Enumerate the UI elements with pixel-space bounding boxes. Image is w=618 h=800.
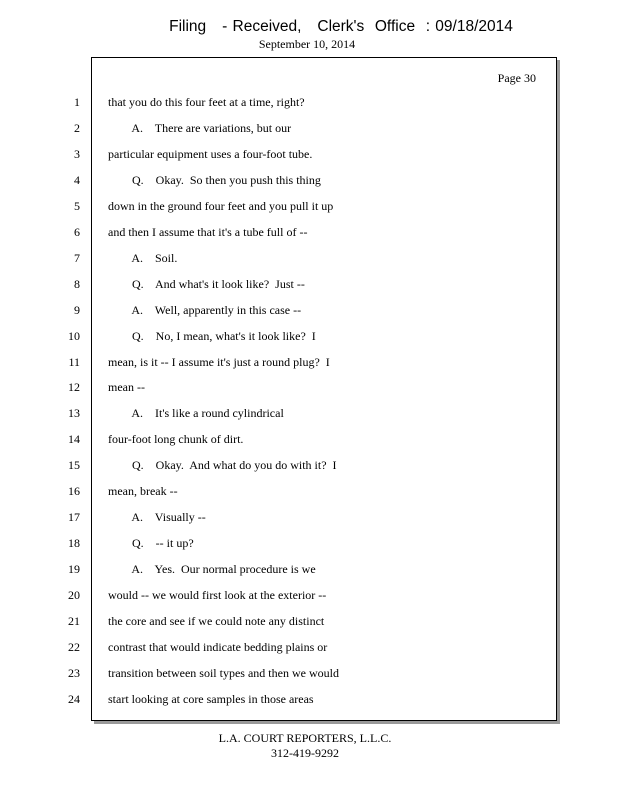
transcript-line-text: A. Visually -- — [108, 510, 206, 525]
transcript-line-text: and then I assume that it's a tube full of -- — [108, 224, 308, 239]
transcript-line-text: Q. Okay. And what do you do with it? I — [108, 458, 337, 473]
filing-stamp-header: Filing - Received, Clerk's Office : 09/18/2014 — [169, 18, 513, 35]
line-number: 8 — [74, 276, 80, 291]
court-reporter-phone: 312-419-9292 — [271, 746, 339, 760]
page-number: Page 30 — [497, 71, 536, 85]
line-number: 18 — [68, 536, 80, 551]
transcript-line-text: A. Soil. — [108, 250, 178, 265]
line-number: 21 — [68, 614, 80, 628]
transcript-line-text: particular equipment uses a four-foot tube. — [108, 146, 313, 161]
line-number: 6 — [74, 224, 80, 239]
line-number: 13 — [68, 406, 80, 421]
line-number: 14 — [68, 432, 80, 447]
transcript-line-text: would -- we would first look at the exterior -- — [108, 588, 327, 602]
transcript-line-text: A. Well, apparently in this case -- — [108, 302, 302, 317]
transcript-line-text: four-foot long chunk of dirt. — [108, 432, 244, 447]
line-number: 22 — [68, 639, 80, 654]
line-number: 10 — [68, 328, 80, 343]
line-number: 11 — [68, 354, 80, 369]
transcript-line-text: that you do this four feet at a time, right? — [108, 95, 305, 109]
deposition-date: September 10, 2014 — [258, 37, 356, 51]
line-number: 15 — [68, 458, 80, 473]
line-number: 4 — [74, 172, 80, 187]
line-number: 9 — [74, 302, 80, 317]
transcript-line-text: the core and see if we could note any distinct — [108, 614, 325, 628]
court-reporter-name: L.A. COURT REPORTERS, L.L.C. — [218, 731, 392, 745]
line-number: 24 — [68, 691, 80, 706]
transcript-line-text: Q. Okay. So then you push this thing — [108, 172, 321, 187]
line-number: 19 — [68, 562, 80, 577]
transcript-line-text: down in the ground four feet and you pull it up — [108, 198, 334, 213]
line-number: 23 — [68, 665, 80, 680]
transcript-line-text: start looking at core samples in those areas — [108, 691, 314, 706]
transcript-line-text: A. There are variations, but our — [108, 121, 292, 135]
transcript-line-text: A. It's like a round cylindrical — [108, 406, 284, 421]
transcript-line-text: mean, break -- — [108, 484, 178, 499]
transcript-line-text: Q. And what's it look like? Just -- — [108, 276, 305, 291]
transcript-line-text: mean, is it -- I assume it's just a round plug? I — [108, 354, 330, 369]
line-number: 16 — [68, 484, 80, 499]
line-number: 1 — [74, 95, 80, 109]
transcript-line-text: contrast that would indicate bedding plains or — [108, 639, 328, 654]
line-number: 2 — [74, 121, 80, 135]
transcript-line-text: Q. No, I mean, what's it look like? I — [108, 328, 316, 343]
transcript-line-text: A. Yes. Our normal procedure is we — [108, 562, 316, 577]
transcript-line-text: mean -- — [108, 380, 145, 395]
line-number: 17 — [68, 510, 80, 525]
line-number: 3 — [74, 146, 80, 161]
line-number: 5 — [74, 198, 80, 213]
line-number: 12 — [68, 380, 80, 395]
transcript-line-text: Q. -- it up? — [108, 536, 194, 551]
line-number: 20 — [68, 588, 80, 602]
line-number: 7 — [74, 250, 80, 265]
transcript-line-text: transition between soil types and then we would — [108, 665, 339, 680]
